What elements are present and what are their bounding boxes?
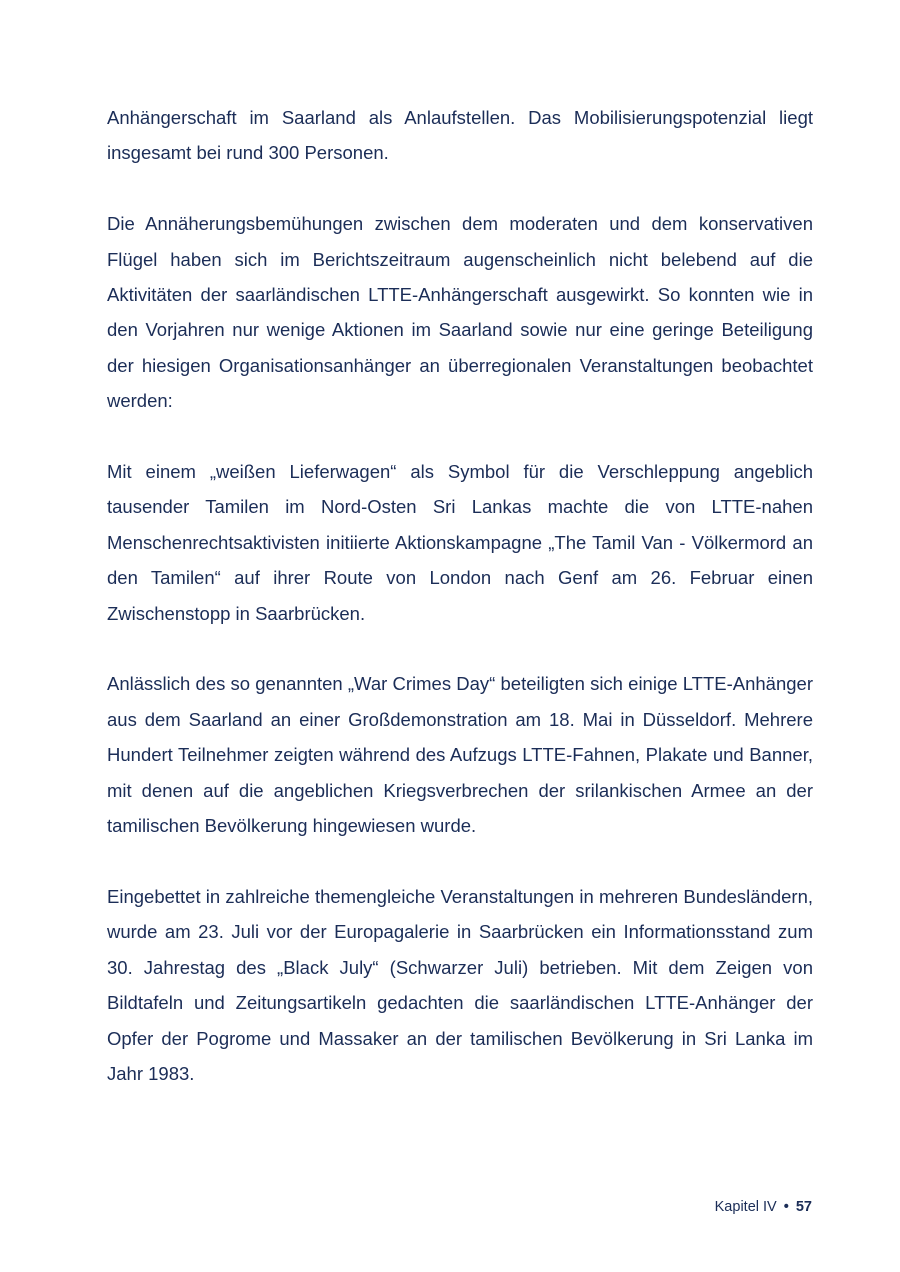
paragraph-1: Anhängerschaft im Saarland als Anlaufstellen. Das Mobilisierungspotenzial liegt insgesamt bei rund 300 Personen. xyxy=(107,107,813,164)
paragraph-3: Mit einem „weißen Lieferwagen“ als Symbol für die Verschleppung angeblich tausender Tamilen im Nord-Osten Sri Lankas machte die von LTTE-nahen Menschenrechtsaktivisten initiierte Aktionskampagne „The Tamil Van - Völkermord an den Tamilen“ auf ihrer Route von London nach Genf am 26. Februar einen Zwischenstopp in Saarbrücken. xyxy=(107,461,813,624)
page-body xyxy=(107,100,813,1127)
paragraph-2: Die Annäherungsbemühungen zwischen dem moderaten und dem konservativen Flügel haben sich im Berichtszeitraum augenscheinlich nicht belebend auf die Aktivitäten der saarländischen LTTE-Anhängerschaft ausgewirkt. So konnten wie in den Vorjahren nur wenige Aktionen im Saarland sowie nur eine geringe Beteiligung der hiesigen Organisationsanhänger an überregionalen Veranstaltungen beobachtet werden: xyxy=(107,213,813,412)
page-footer xyxy=(715,1196,812,1218)
chapter-label: Kapitel IV xyxy=(714,1199,777,1215)
paragraph-4: Anlässlich des so genannten „War Crimes Day“ beteiligten sich einige LTTE-Anhänger aus dem Saarland an einer Großdemonstration am 18. Mai in Düsseldorf. Mehrere Hundert Teilnehmer zeigten während des Aufzugs LTTE-Fahnen, Plakate und Banner, mit denen auf die angeblichen Kriegsverbrechen der srilankischen Armee an der tamilischen Bevölkerung hingewiesen wurde. xyxy=(107,673,813,837)
page-number: 57 xyxy=(795,1199,812,1215)
paragraph-5: Eingebettet in zahlreiche themengleiche Veranstaltungen in mehreren Bundesländern, wurde am 23. Juli vor der Europagalerie in Saarbrücken ein Informationsstand zum 30. Jahrestag des „Black July“ (Schwarzer Juli) betrieben. Mit dem Zeigen von Bildtafeln und Zeitungsartikeln gedachten die saarländischen LTTE-Anhänger der Opfer der Pogrome und Massaker an der tamilischen Bevölkerung in Sri Lanka im Jahr 1983. xyxy=(107,885,813,1084)
footer-separator: • xyxy=(783,1199,789,1215)
